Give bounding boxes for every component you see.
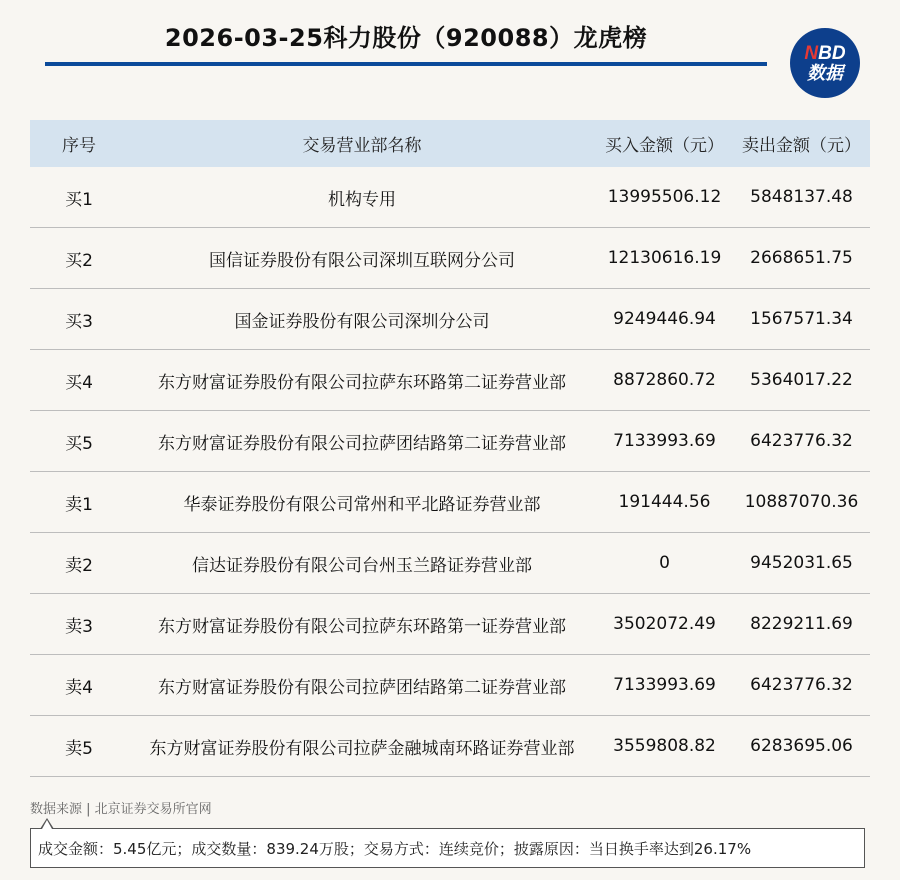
cell-branch-name: 信达证券股份有限公司台州玉兰路证券营业部 (128, 533, 596, 594)
col-header-buy: 买入金额（元） (596, 120, 733, 167)
table-row (30, 594, 870, 655)
cell-index: 卖5 (30, 716, 128, 777)
cell-index: 卖2 (30, 533, 128, 594)
cell-sell-amount: 2668651.75 (733, 228, 870, 289)
cell-index: 卖1 (30, 472, 128, 533)
cell-sell-amount: 5848137.48 (733, 167, 870, 228)
cell-index: 买1 (30, 167, 128, 228)
cell-branch-name: 国信证券股份有限公司深圳互联网分公司 (128, 228, 596, 289)
cell-index: 买5 (30, 411, 128, 472)
cell-branch-name: 华泰证券股份有限公司常州和平北路证券营业部 (128, 472, 596, 533)
table-row (30, 167, 870, 228)
cell-buy-amount: 12130616.19 (596, 228, 733, 289)
cell-sell-amount: 10887070.36 (733, 472, 870, 533)
table-row (30, 411, 870, 472)
logo-accent-letter: N (804, 42, 819, 64)
col-header-name: 交易营业部名称 (128, 120, 596, 167)
logo-text-top (804, 44, 845, 63)
table-row (30, 533, 870, 594)
note-pointer-fill (42, 820, 52, 829)
col-header-index: 序号 (30, 120, 128, 167)
table-header-row (30, 120, 870, 167)
data-source: 数据来源 | 北京证券交易所官网 (30, 802, 212, 817)
cell-buy-amount: 3502072.49 (596, 594, 733, 655)
table-row (30, 350, 870, 411)
table-body (30, 167, 870, 777)
cell-index: 买4 (30, 350, 128, 411)
nbd-logo (790, 28, 860, 98)
cell-buy-amount: 8872860.72 (596, 350, 733, 411)
cell-index: 卖3 (30, 594, 128, 655)
logo-letters: BD (818, 42, 846, 64)
cell-branch-name: 东方财富证券股份有限公司拉萨团结路第二证券营业部 (128, 655, 596, 716)
cell-sell-amount: 6423776.32 (733, 655, 870, 716)
logo-text-bottom: 数据 (807, 62, 843, 84)
lhb-table (30, 120, 870, 777)
cell-sell-amount: 8229211.69 (733, 594, 870, 655)
cell-branch-name: 东方财富证券股份有限公司拉萨团结路第二证券营业部 (128, 411, 596, 472)
cell-branch-name: 东方财富证券股份有限公司拉萨金融城南环路证券营业部 (128, 716, 596, 777)
trade-summary-note: 成交金额：5.45亿元；成交数量：839.24万股；交易方式：连续竞价；披露原因：当日换手率达到26.17% (30, 828, 865, 868)
cell-branch-name: 国金证券股份有限公司深圳分公司 (128, 289, 596, 350)
table-row (30, 655, 870, 716)
col-header-sell: 卖出金额（元） (733, 120, 870, 167)
cell-buy-amount: 7133993.69 (596, 655, 733, 716)
cell-branch-name: 东方财富证券股份有限公司拉萨东环路第一证券营业部 (128, 594, 596, 655)
title-underline (45, 62, 767, 66)
cell-index: 买3 (30, 289, 128, 350)
cell-sell-amount: 5364017.22 (733, 350, 870, 411)
cell-branch-name: 东方财富证券股份有限公司拉萨东环路第二证券营业部 (128, 350, 596, 411)
cell-buy-amount: 0 (596, 533, 733, 594)
page-title: 2026-03-25科力股份（920088）龙虎榜 (164, 24, 648, 52)
cell-index: 卖4 (30, 655, 128, 716)
cell-branch-name: 机构专用 (128, 167, 596, 228)
cell-sell-amount: 1567571.34 (733, 289, 870, 350)
cell-index: 买2 (30, 228, 128, 289)
cell-sell-amount: 6283695.06 (733, 716, 870, 777)
cell-buy-amount: 7133993.69 (596, 411, 733, 472)
table-row (30, 228, 870, 289)
cell-sell-amount: 9452031.65 (733, 533, 870, 594)
table-row (30, 472, 870, 533)
table-row (30, 289, 870, 350)
cell-buy-amount: 3559808.82 (596, 716, 733, 777)
cell-buy-amount: 13995506.12 (596, 167, 733, 228)
cell-buy-amount: 9249446.94 (596, 289, 733, 350)
cell-sell-amount: 6423776.32 (733, 411, 870, 472)
table-row (30, 716, 870, 777)
cell-buy-amount: 191444.56 (596, 472, 733, 533)
